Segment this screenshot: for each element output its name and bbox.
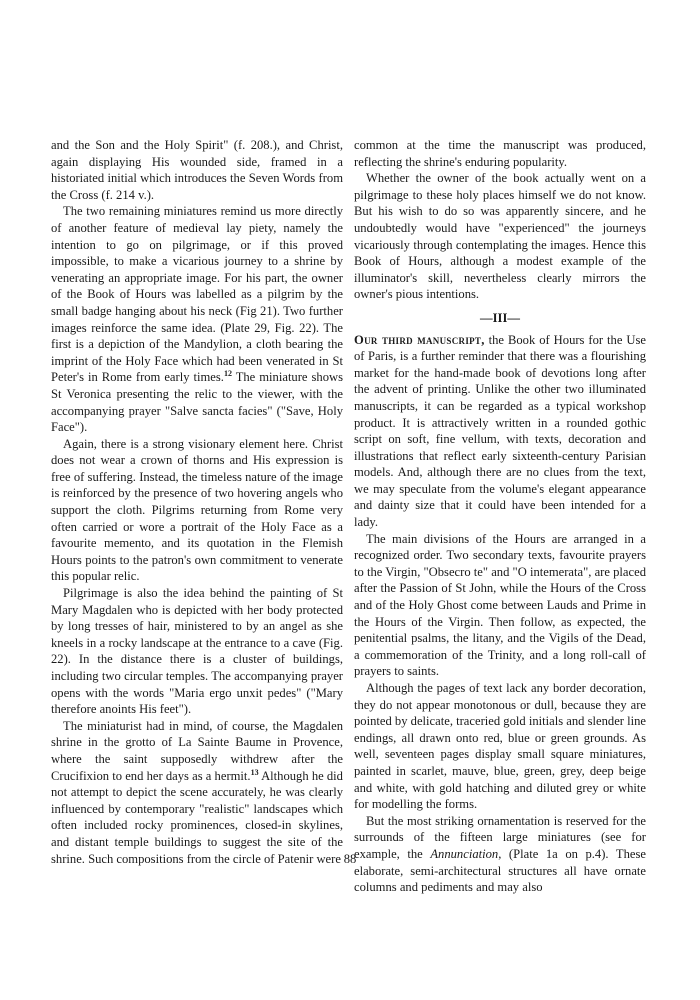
paragraph: Whether the owner of the book actually went on a pilgrimage to these holy places himself we do not know. But his wish to do so was apparently sincere, and he undoubtedly would have "experienced" the journeys vicariously through contemplating the images. Hence this Book of Hours, although a modest example of the illuminator's skill, nevertheless clearly mirrors the owner's pious intentions. <box>354 171 646 302</box>
footnote-ref: 13 <box>250 767 259 777</box>
paragraph: and the Son and the Holy Spirit" (f. 208.), and Christ, again displaying His wounded side, framed in a historiated initial which introduces the Seven Words from the Cross (f. 214 v.). <box>51 138 343 202</box>
text-run: The miniature shows St Veronica presenting the relic to the viewer, with the accompanying prayer "Salve sancta facies" ("Save, Holy Face"). <box>51 370 343 435</box>
text-run: the Book of Hours for the Use of Paris, is a further reminder that there was a flourishing market for the hand-made book of devotions long after the advent of printing. Unlike the other two illuminated manuscripts, it can be regarded as a typical workshop product. It is attractively written in a rounded gothic script on soft, fine vellum, with texts, decoration and illustrations that reflect early sixteenth-century Parisian models. And, although there are no clues from the text, we may speculate from the volume's elegant appearance and dainty size that it could have been intended for a lady. <box>354 332 646 530</box>
paragraph: Again, there is a strong visionary element here. Christ does not wear a crown of thorns and His expression is free of suffering. Instead, the timeless nature of the image is reinforced by the presence of two hovering angels who support the cloth. Pilgrims returning from Rome very often carried or wore a portrait of the Holy Face as a favourite memento, and its quotation in the Flemish Hours points to the patron's own commitment to venerate this popular relic. <box>51 436 343 584</box>
paragraph <box>354 332 646 531</box>
paragraph: common at the time the manuscript was produced, reflecting the shrine's enduring popularity. <box>354 138 646 169</box>
left-column <box>51 137 343 867</box>
section-heading: —III— <box>480 310 520 325</box>
paragraph: Pilgrimage is also the idea behind the painting of St Mary Magdalen who is depicted with her body protected by long tresses of hair, ministered to by an angel as she kneels in a rocky landscape at the entrance to a cave (Fig. 22). In the distance there is a cluster of buildings, including two circular temples. The accompanying prayer opens with the words "Maria ergo unxit pedes" ("Mary therefore anoints His feet"). <box>51 586 343 717</box>
paragraph <box>51 718 343 867</box>
right-column <box>354 137 646 896</box>
text-run: , (Plate 1a on p.4). These elaborate, semi-architectural structures all have ornate columns and pediments and may also <box>354 846 646 895</box>
footnote-ref: 12 <box>223 369 232 379</box>
paragraph: Although the pages of text lack any border decoration, they do not appear monotonous or dull, because they are pointed by delicate, traceried gold initials and slender line endings, all drawn onto red, blue or green grounds. As well, seventeen pages display small square miniatures, painted in scarlet, mauve, blue, green, grey, deep beige and white, with gold hatching and diluted grey or white for modelling the forms. <box>354 681 647 812</box>
text-run: But the most striking ornamentation is reserved for the surrounds of the fifteen large miniatures (see for example, the <box>354 813 646 861</box>
text-run: The miniaturist had in mind, of course, the Magdalen shrine in the grotto of La Sainte Baume in Provence, where the saint supposedly withdrew after the Crucifixion to end her days as a hermit. <box>51 718 343 783</box>
lead-in-smallcaps: Our third manuscript, <box>354 332 485 347</box>
page-number: 88 <box>343 852 357 866</box>
italic-title: Annunciation <box>430 846 499 861</box>
text-run: Although he did not attempt to depict the scene accurately, he was clearly influenced by contemporary "realistic" landscapes which often included rocky prominences, closed-in skylines, and distant temple buildings to suggest the site of the shrine. Such compositions from the circle of Patenir were <box>51 768 343 866</box>
text-run: The two remaining miniatures remind us more directly of another feature of medieval lay piety, namely the intention to go on pilgrimage, or if this proved impossible, to make a vicarious journey to a shrine by venerating an appropriate image. For his part, the owner of the Book of Hours was labelled as a pilgrim by the small badge hanging about his neck (Fig 21). Two further images reinforce the same idea. (Plate 29, Fig. 22). The first is a depiction of the Mandylion, a cloth bearing the imprint of the Holy Face which had been venerated in St Peter's in Rome from early times. <box>51 204 343 385</box>
paragraph <box>51 203 343 435</box>
paragraph: The main divisions of the Hours are arranged in a recognized order. Two secondary texts, favourite prayers to the Virgin, "Obsecro te" and "O intemerata", are placed after the Passion of St John, while the Hours of the Cross and of the Holy Ghost come between Lauds and Prime in the Hours of the Virgin. Then follow, as expected, the penitential psalms, the litany, and the Vigils of the Dead, a commemoration of the Trinity, and a long roll-call of prayers to saints. <box>354 531 646 679</box>
